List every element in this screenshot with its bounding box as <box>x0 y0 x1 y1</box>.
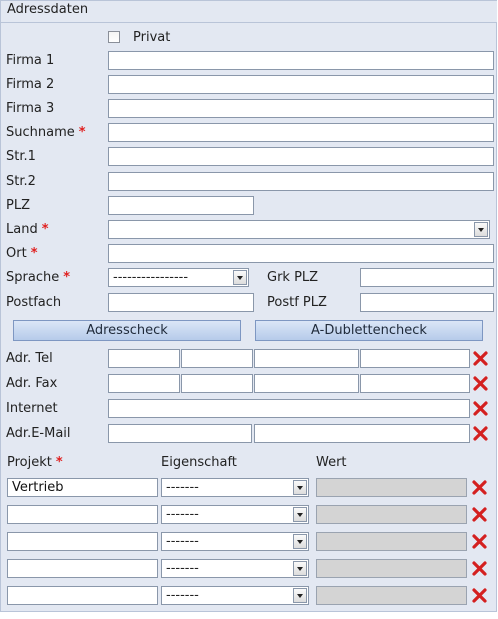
firma3-field[interactable] <box>108 99 494 118</box>
chevron-down-icon[interactable] <box>474 222 488 237</box>
sprache-select[interactable] <box>108 268 249 287</box>
delete-x-icon[interactable] <box>471 560 488 577</box>
email-local-field[interactable] <box>108 424 252 443</box>
fax-number-field[interactable] <box>254 374 359 393</box>
wert-field[interactable] <box>316 532 467 551</box>
suchname-field[interactable] <box>108 123 494 142</box>
chevron-down-icon[interactable] <box>233 270 247 285</box>
eigenschaft-select[interactable] <box>161 532 309 551</box>
wert-header: Wert <box>316 455 347 470</box>
projekt-header: Projekt * <box>7 455 63 470</box>
projekt-field[interactable] <box>7 586 158 605</box>
postf-plz-field[interactable] <box>360 293 494 312</box>
eigenschaft-select[interactable] <box>161 505 309 524</box>
projekt-field[interactable] <box>7 532 158 551</box>
delete-x-icon[interactable] <box>472 400 489 417</box>
adr-email-label: Adr.E-Mail <box>6 426 71 441</box>
ort-field[interactable] <box>108 244 494 263</box>
projekt-field[interactable] <box>7 559 158 578</box>
postfach-field[interactable] <box>108 293 254 312</box>
fax-area-field[interactable] <box>181 374 253 393</box>
required-marker: * <box>55 455 63 470</box>
wert-field[interactable] <box>316 478 467 497</box>
delete-x-icon[interactable] <box>471 587 488 604</box>
str1-field[interactable] <box>108 147 494 166</box>
chevron-down-icon[interactable] <box>293 480 307 495</box>
eigenschaft-select-value: ------- <box>166 480 199 495</box>
required-marker: * <box>30 246 38 261</box>
eigenschaft-select-value: ------- <box>166 507 199 522</box>
internet-field[interactable] <box>108 399 470 418</box>
fax-country-field[interactable] <box>108 374 180 393</box>
tel-country-field[interactable] <box>108 349 180 368</box>
ort-label: Ort * <box>6 246 38 261</box>
required-marker: * <box>63 270 71 285</box>
eigenschaft-select-value: ------- <box>166 561 199 576</box>
wert-field[interactable] <box>316 559 467 578</box>
wert-field[interactable] <box>316 505 467 524</box>
eigenschaft-select-value: ------- <box>166 588 199 603</box>
adresscheck-button[interactable]: Adresscheck <box>13 320 241 341</box>
projekt-field[interactable] <box>7 505 158 524</box>
tel-area-field[interactable] <box>181 349 253 368</box>
sprache-label: Sprache * <box>6 270 71 285</box>
dublettencheck-button[interactable]: A-Dublettencheck <box>255 320 483 341</box>
chevron-down-icon[interactable] <box>293 534 307 549</box>
eigenschaft-select[interactable] <box>161 478 309 497</box>
eigenschaft-select-value: ------- <box>166 534 199 549</box>
email-domain-field[interactable] <box>254 424 470 443</box>
plz-label: PLZ <box>6 198 30 213</box>
grk-plz-field[interactable] <box>360 268 494 287</box>
plz-field[interactable] <box>108 196 254 215</box>
adr-fax-label: Adr. Fax <box>6 376 58 391</box>
chevron-down-icon[interactable] <box>293 507 307 522</box>
land-select[interactable] <box>108 220 490 239</box>
delete-x-icon[interactable] <box>472 425 489 442</box>
delete-x-icon[interactable] <box>472 350 489 367</box>
delete-x-icon[interactable] <box>472 375 489 392</box>
required-marker: * <box>78 125 86 140</box>
suchname-label: Suchname * <box>6 125 86 140</box>
chevron-down-icon[interactable] <box>293 561 307 576</box>
tel-extension-field[interactable] <box>360 349 470 368</box>
firma3-label: Firma 3 <box>6 101 55 116</box>
grk-plz-label: Grk PLZ <box>267 270 319 285</box>
privat-label: Privat <box>133 30 171 45</box>
sprache-select-value: ---------------- <box>113 270 189 285</box>
firma2-field[interactable] <box>108 75 494 94</box>
eigenschaft-header: Eigenschaft <box>161 455 237 470</box>
fax-extension-field[interactable] <box>360 374 470 393</box>
eigenschaft-select[interactable] <box>161 559 309 578</box>
privat-checkbox[interactable] <box>108 31 120 43</box>
required-marker: * <box>41 222 49 237</box>
wert-field[interactable] <box>316 586 467 605</box>
str1-label: Str.1 <box>6 149 36 164</box>
delete-x-icon[interactable] <box>471 533 488 550</box>
postfach-label: Postfach <box>6 295 62 310</box>
firma1-field[interactable] <box>108 51 494 70</box>
adr-tel-label: Adr. Tel <box>6 351 53 366</box>
delete-x-icon[interactable] <box>471 479 488 496</box>
land-label: Land * <box>6 222 49 237</box>
chevron-down-icon[interactable] <box>293 588 307 603</box>
postf-plz-label: Postf PLZ <box>267 295 327 310</box>
tel-number-field[interactable] <box>254 349 359 368</box>
panel-title: Adressdaten <box>7 2 89 17</box>
firma1-label: Firma 1 <box>6 53 55 68</box>
firma2-label: Firma 2 <box>6 77 55 92</box>
str2-label: Str.2 <box>6 174 36 189</box>
internet-label: Internet <box>6 401 58 416</box>
delete-x-icon[interactable] <box>471 506 488 523</box>
projekt-field[interactable]: Vertrieb <box>7 478 158 497</box>
eigenschaft-select[interactable] <box>161 586 309 605</box>
panel-header <box>1 1 497 23</box>
str2-field[interactable] <box>108 172 494 191</box>
